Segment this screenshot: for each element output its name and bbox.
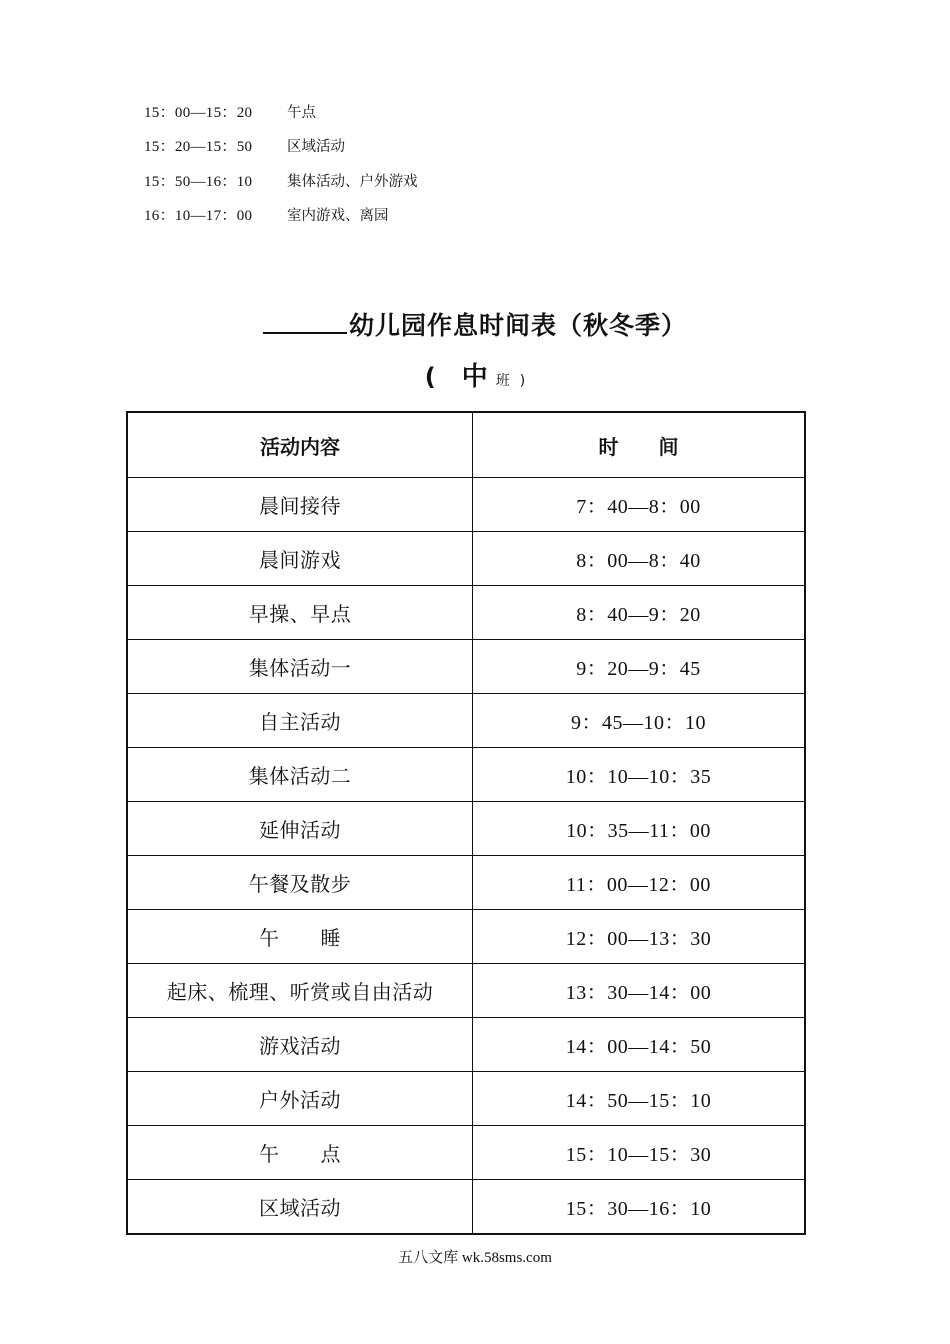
table-row	[127, 1072, 805, 1126]
table-row	[127, 1126, 805, 1180]
cell-time: 15：30—16：10	[473, 1180, 806, 1235]
cell-time: 8：00—8：40	[473, 532, 806, 586]
table-row	[127, 478, 805, 532]
cell-activity: 游戏活动	[127, 1018, 473, 1072]
class-name-small: 班	[495, 373, 510, 389]
list-item-time: 15：20—15：50	[144, 139, 253, 156]
table-row	[127, 1018, 805, 1072]
cell-time: 14：00—14：50	[473, 1018, 806, 1072]
cell-activity: 集体活动二	[127, 748, 473, 802]
cell-activity: 自主活动	[127, 694, 473, 748]
schedule-table	[126, 411, 806, 1235]
list-item-time: 16：10—17：00	[144, 208, 253, 225]
table-header-row	[127, 412, 805, 478]
document-title	[0, 306, 950, 342]
title-text: 幼儿园作息时间表（秋冬季）	[348, 311, 687, 340]
cell-activity: 晨间游戏	[127, 532, 473, 586]
footer-watermark: 五八文库 wk.58sms.com	[398, 1250, 552, 1266]
subtitle-open-paren: (	[424, 363, 436, 391]
table-row	[127, 640, 805, 694]
table-row	[127, 1180, 805, 1235]
list-item	[144, 94, 418, 129]
list-item	[144, 129, 418, 164]
cell-time: 10：10—10：35	[473, 748, 806, 802]
list-item-activity: 集体活动、户外游戏	[287, 173, 418, 190]
cell-activity: 起床、梳理、听赏或自由活动	[127, 964, 473, 1018]
cell-activity: 延伸活动	[127, 802, 473, 856]
table-row	[127, 856, 805, 910]
cell-activity: 户外活动	[127, 1072, 473, 1126]
name-blank-underline	[263, 310, 347, 334]
table-row	[127, 586, 805, 640]
cell-activity: 早操、早点	[127, 586, 473, 640]
cell-activity: 集体活动一	[127, 640, 473, 694]
table-row	[127, 964, 805, 1018]
cell-time: 9：20—9：45	[473, 640, 806, 694]
cell-time: 9：45—10：10	[473, 694, 806, 748]
cell-time: 11：00—12：00	[473, 856, 806, 910]
table-row	[127, 910, 805, 964]
list-item-activity: 午点	[287, 104, 316, 121]
cell-time: 7：40—8：00	[473, 478, 806, 532]
table-row	[127, 802, 805, 856]
list-item	[144, 163, 418, 198]
cell-time: 15：10—15：30	[473, 1126, 806, 1180]
cell-activity: 午 睡	[127, 910, 473, 964]
header-time: 时 间	[473, 412, 806, 478]
class-subtitle	[0, 356, 950, 393]
list-item-activity: 区域活动	[287, 139, 345, 156]
cell-time: 12：00—13：30	[473, 910, 806, 964]
cell-time: 14：50—15：10	[473, 1072, 806, 1126]
cell-activity: 晨间接待	[127, 478, 473, 532]
list-item-time: 15：50—16：10	[144, 173, 253, 190]
table-row	[127, 532, 805, 586]
cell-activity: 午餐及散步	[127, 856, 473, 910]
cell-time: 13：30—14：00	[473, 964, 806, 1018]
table-row	[127, 748, 805, 802]
list-item-activity: 室内游戏、离园	[287, 208, 389, 225]
list-item-time: 15：00—15：20	[144, 104, 253, 121]
list-item	[144, 198, 418, 233]
table-row	[127, 694, 805, 748]
subtitle-close-paren: )	[519, 373, 526, 389]
cell-time: 8：40—9：20	[473, 586, 806, 640]
previous-schedule-list	[144, 94, 418, 232]
cell-time: 10：35—11：00	[473, 802, 806, 856]
class-name-big: 中	[461, 362, 488, 392]
cell-activity: 午 点	[127, 1126, 473, 1180]
header-activity: 活动内容	[127, 412, 473, 478]
cell-activity: 区域活动	[127, 1180, 473, 1235]
